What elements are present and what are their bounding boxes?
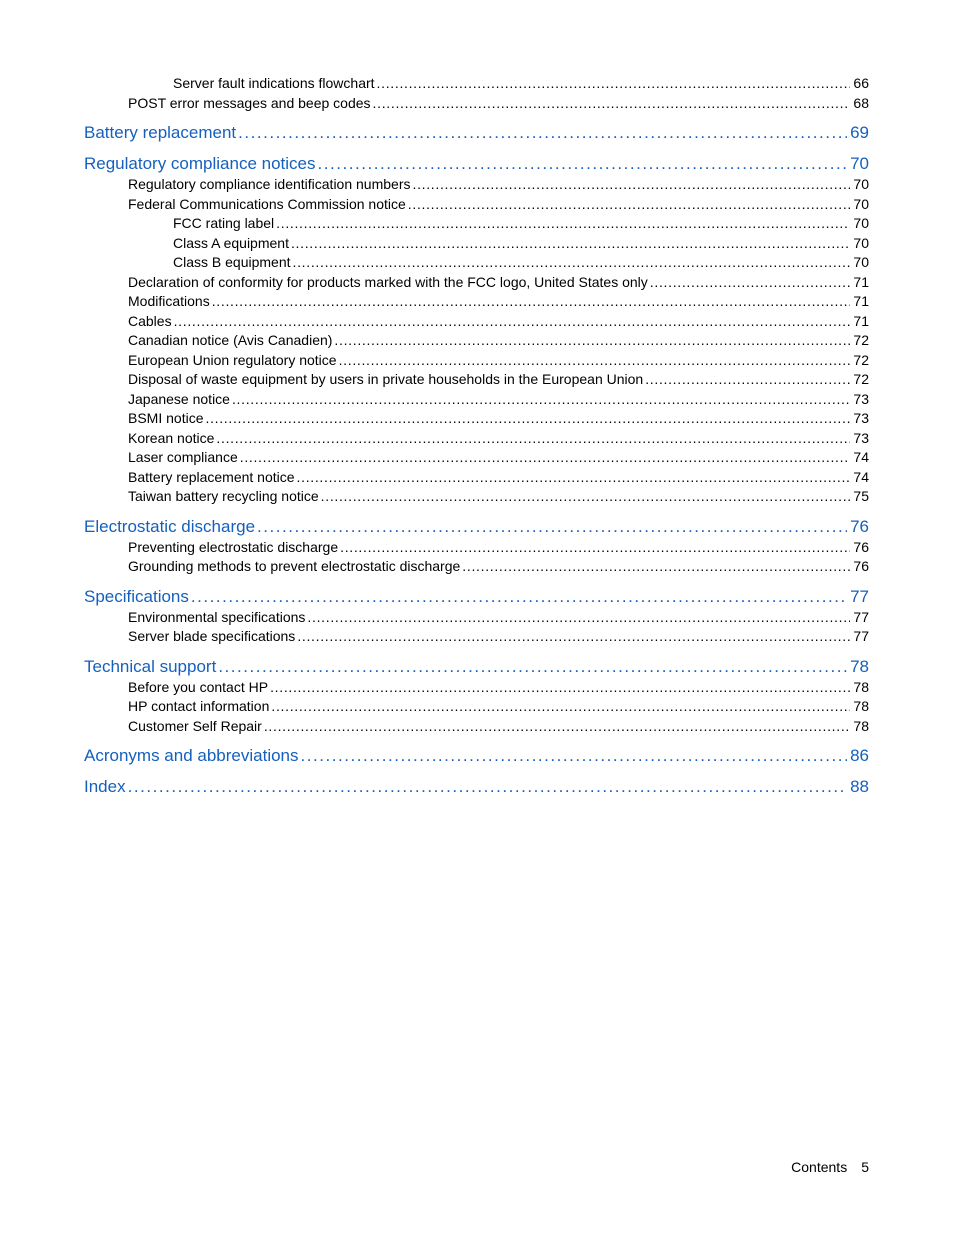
toc-entry-page-number: 72 [853, 371, 869, 387]
toc-section-entry[interactable] [84, 717, 869, 737]
dot-leader [291, 234, 850, 254]
dot-leader [212, 292, 851, 312]
dot-leader [276, 214, 850, 234]
toc-entry-title: Battery replacement notice [128, 468, 295, 485]
toc-entry-page-number: 77 [850, 586, 869, 606]
toc-entry-page-number: 76 [853, 538, 869, 555]
toc-entry-title: Taiwan battery recycling notice [128, 488, 319, 504]
footer-section-label: Contents [791, 1159, 848, 1175]
toc-chapter-entry[interactable] [84, 776, 869, 798]
toc-section-entry[interactable] [84, 608, 869, 628]
dot-leader [216, 429, 850, 449]
toc-entry-title: Cables [128, 312, 172, 329]
toc-entry-page-number: 73 [853, 390, 869, 407]
dot-leader [270, 678, 850, 698]
page-footer [791, 1158, 869, 1176]
toc-entry-title: Grounding methods to prevent electrostatic discharge [128, 558, 461, 574]
toc-entry-title: Electrostatic discharge [84, 516, 256, 536]
toc-entry-title: BSMI notice [128, 410, 204, 426]
toc-entry-title: Before you contact HP [128, 678, 269, 695]
toc-entry-title: Regulatory compliance notices [84, 154, 316, 173]
toc-section-entry[interactable] [84, 370, 869, 390]
toc-entry-page-number: 75 [853, 488, 869, 504]
dot-leader [128, 776, 847, 798]
toc-entry-title: Class B equipment [173, 254, 291, 270]
dot-leader [297, 468, 851, 488]
toc-section-entry[interactable] [84, 538, 869, 558]
toc-entry-title: Federal Communications Commission notice [128, 195, 406, 212]
toc-entry-title: Laser compliance [128, 449, 238, 465]
toc-chapter-entry[interactable] [84, 745, 869, 767]
table-of-contents [84, 74, 869, 798]
footer-page-number: 5 [861, 1159, 869, 1175]
toc-section-entry[interactable] [84, 94, 869, 114]
dot-leader [191, 586, 847, 608]
toc-entry-title: Technical support [84, 656, 217, 676]
toc-section-entry[interactable] [84, 697, 869, 717]
dot-leader [264, 717, 851, 737]
toc-entry-page-number: 66 [853, 75, 869, 91]
dot-leader [232, 390, 850, 410]
toc-section-entry[interactable] [84, 195, 869, 215]
toc-entry-page-number: 76 [850, 516, 869, 536]
dot-leader [271, 697, 850, 717]
dot-leader [412, 175, 850, 195]
toc-entry-title: Server fault indications flowchart [173, 75, 375, 91]
dot-leader [339, 351, 851, 371]
toc-chapter-entry[interactable] [84, 516, 869, 538]
toc-chapter-entry[interactable] [84, 153, 869, 175]
toc-section-entry[interactable] [84, 448, 869, 468]
toc-section-entry[interactable] [84, 292, 869, 312]
toc-entry-page-number: 68 [853, 94, 869, 111]
toc-entry-page-number: 73 [853, 429, 869, 446]
dot-leader [293, 253, 851, 273]
toc-entry-title: Preventing electrostatic discharge [128, 538, 339, 555]
toc-entry-title: Specifications [84, 586, 189, 606]
toc-section-entry[interactable] [84, 351, 869, 371]
toc-section-entry[interactable] [84, 74, 869, 94]
toc-entry-title: Canadian notice (Avis Canadien) [128, 332, 333, 348]
toc-entry-page-number: 76 [853, 558, 869, 574]
dot-leader [373, 94, 851, 114]
toc-entry-page-number: 71 [853, 312, 869, 329]
toc-entry-title: Disposal of waste equipment by users in private households in the European Union [128, 371, 644, 387]
toc-entry-title: Battery replacement [84, 123, 237, 142]
toc-entry-title: POST error messages and beep codes [128, 94, 371, 111]
toc-section-entry[interactable] [84, 273, 869, 293]
toc-entry-page-number: 70 [853, 176, 869, 192]
dot-leader [205, 409, 850, 429]
toc-entry-title: Regulatory compliance identification numbers [128, 176, 411, 192]
dot-leader [318, 153, 848, 175]
toc-entry-title: Acronyms and abbreviations [84, 746, 299, 765]
toc-entry-page-number: 77 [853, 628, 869, 644]
toc-section-entry[interactable] [84, 429, 869, 449]
toc-entry-title: HP contact information [128, 698, 270, 714]
toc-section-entry[interactable] [84, 234, 869, 254]
toc-section-entry[interactable] [84, 312, 869, 332]
toc-section-entry[interactable] [84, 253, 869, 273]
toc-entry-title: European Union regulatory notice [128, 351, 337, 368]
toc-entry-page-number: 70 [853, 234, 869, 251]
toc-entry-page-number: 74 [853, 449, 869, 465]
toc-section-entry[interactable] [84, 678, 869, 698]
toc-entry-page-number: 86 [850, 746, 869, 765]
toc-chapter-entry[interactable] [84, 122, 869, 144]
toc-entry-title: Class A equipment [173, 234, 289, 251]
toc-entry-page-number: 70 [853, 215, 869, 231]
toc-entry-page-number: 78 [853, 678, 869, 695]
toc-section-entry[interactable] [84, 468, 869, 488]
toc-entry-title: Customer Self Repair [128, 717, 262, 734]
toc-section-entry[interactable] [84, 487, 869, 507]
dot-leader [301, 745, 848, 767]
toc-section-entry[interactable] [84, 557, 869, 577]
toc-entry-page-number: 78 [853, 717, 869, 734]
dot-leader [650, 273, 851, 293]
toc-entry-page-number: 71 [853, 273, 869, 290]
dot-leader [218, 656, 847, 678]
toc-section-entry[interactable] [84, 214, 869, 234]
dot-leader [240, 448, 851, 468]
dot-leader [377, 74, 851, 94]
toc-entry-page-number: 70 [853, 254, 869, 270]
toc-entry-page-number: 78 [850, 656, 869, 676]
toc-entry-title: Declaration of conformity for products marked with the FCC logo, United States only [128, 273, 648, 290]
toc-entry-page-number: 72 [853, 332, 869, 348]
toc-entry-page-number: 78 [853, 698, 869, 714]
toc-entry-title: Japanese notice [128, 390, 230, 407]
toc-chapter-entry[interactable] [84, 656, 869, 678]
dot-leader [645, 370, 850, 390]
toc-entry-title: Modifications [128, 293, 210, 309]
dot-leader [334, 331, 850, 351]
toc-section-entry[interactable] [84, 331, 869, 351]
toc-section-entry[interactable] [84, 409, 869, 429]
toc-entry-title: Environmental specifications [128, 608, 306, 625]
dot-leader [462, 557, 850, 577]
toc-entry-page-number: 88 [850, 777, 869, 796]
toc-entry-title: Index [84, 777, 126, 796]
toc-entry-title: Korean notice [128, 429, 215, 446]
dot-leader [340, 538, 850, 558]
toc-entry-page-number: 71 [853, 293, 869, 309]
dot-leader [408, 195, 851, 215]
toc-entry-title: Server blade specifications [128, 628, 296, 644]
dot-leader [174, 312, 851, 332]
toc-entry-page-number: 69 [850, 123, 869, 142]
toc-entry-page-number: 73 [853, 410, 869, 426]
toc-section-entry[interactable] [84, 390, 869, 410]
dot-leader [321, 487, 851, 507]
toc-entry-page-number: 70 [853, 195, 869, 212]
toc-entry-page-number: 77 [853, 608, 869, 625]
toc-entry-title: FCC rating label [173, 215, 275, 231]
toc-section-entry[interactable] [84, 175, 869, 195]
dot-leader [297, 627, 850, 647]
dot-leader [257, 516, 847, 538]
toc-entry-page-number: 70 [850, 154, 869, 173]
toc-entry-page-number: 74 [853, 468, 869, 485]
dot-leader [307, 608, 850, 628]
toc-entry-page-number: 72 [853, 351, 869, 368]
toc-section-entry[interactable] [84, 627, 869, 647]
toc-chapter-entry[interactable] [84, 586, 869, 608]
dot-leader [238, 122, 847, 144]
